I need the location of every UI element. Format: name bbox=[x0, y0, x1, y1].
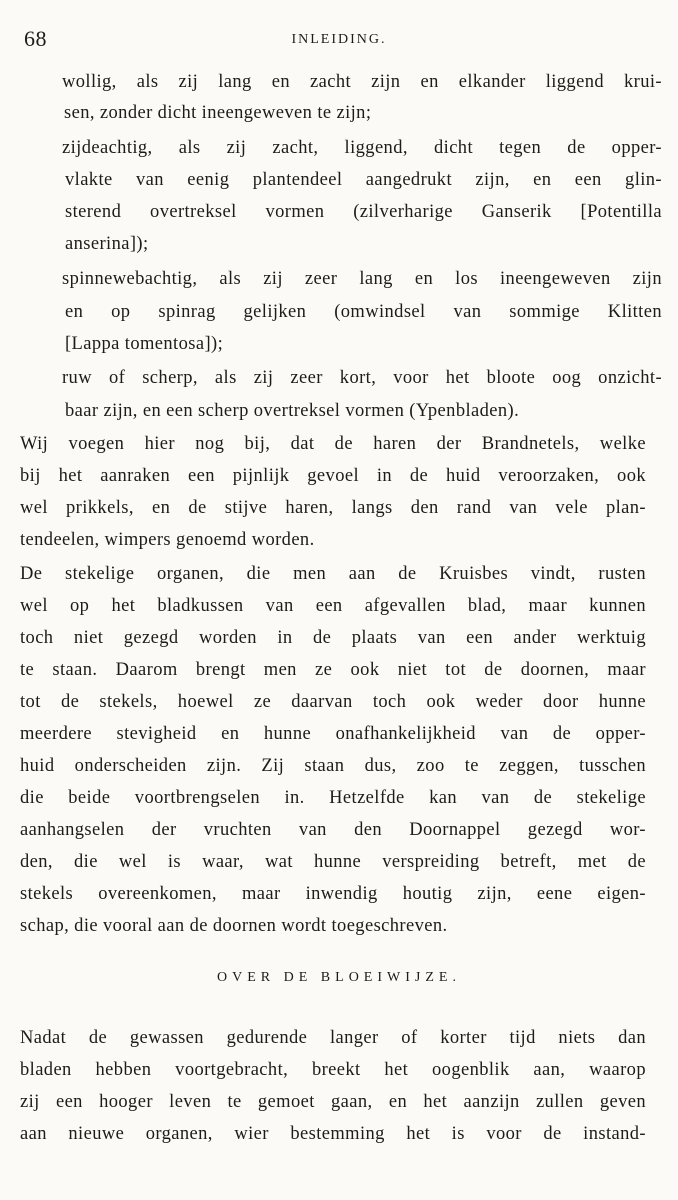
text-line: Wij voegen hier nog bij, dat de haren der Brandnetels, welke bbox=[20, 434, 646, 454]
running-head: INLEIDING. bbox=[291, 32, 387, 47]
text-line: te staan. Daarom brengt men ze ook niet tot de doornen, maar bbox=[20, 660, 646, 680]
text-line: sterend overtreksel vormen (zilverharige Ganserik [Potentilla bbox=[65, 202, 662, 222]
text-line: tendeelen, wimpers genoemd worden. bbox=[20, 530, 315, 550]
text-line: [Lappa tomentosa]); bbox=[65, 334, 224, 354]
text-line: meerdere stevigheid en hunne onafhankelijkheid van de opper- bbox=[20, 724, 646, 744]
text-line: Nadat de gewassen gedurende langer of korter tijd niets dan bbox=[20, 1028, 646, 1048]
text-line: sen, zonder dicht ineengeweven te zijn; bbox=[64, 103, 372, 123]
text-line: zijdeachtig, als zij zacht, liggend, dicht tegen de opper- bbox=[62, 138, 662, 158]
text-line: die beide voortbrengselen in. Hetzelfde kan van de stekelige bbox=[20, 788, 646, 808]
text-line: anserina]); bbox=[65, 234, 149, 254]
text-line: schap, die vooral aan de doornen wordt toegeschreven. bbox=[20, 916, 448, 936]
text-line: wollig, als zij lang en zacht zijn en elkander liggend krui- bbox=[62, 72, 662, 92]
text-line: aan nieuwe organen, wier bestemming het is voor de instand- bbox=[20, 1124, 646, 1144]
section-heading: OVER DE BLOEIWIJZE. bbox=[217, 970, 461, 985]
text-line: vlakte van eenig plantendeel aangedrukt zijn, en een glin- bbox=[65, 170, 662, 190]
text-line: aanhangselen der vruchten van den Doornappel gezegd wor- bbox=[20, 820, 646, 840]
page-header bbox=[18, 18, 660, 58]
text-line: stekels overeenkomen, maar inwendig houtig zijn, eene eigen- bbox=[20, 884, 646, 904]
text-line: huid onderscheiden zijn. Zij staan dus, zoo te zeggen, tusschen bbox=[20, 756, 646, 776]
text-line: zij een hooger leven te gemoet gaan, en het aanzijn zullen geven bbox=[20, 1092, 646, 1112]
text-line: toch niet gezegd worden in de plaats van een ander werktuig bbox=[20, 628, 646, 648]
text-line: tot de stekels, hoewel ze daarvan toch ook weder door hunne bbox=[20, 692, 646, 712]
text-line: spinnewebachtig, als zij zeer lang en los ineengeweven zijn bbox=[62, 269, 662, 289]
text-line: ruw of scherp, als zij zeer kort, voor het bloote oog onzicht- bbox=[62, 368, 662, 388]
text-line: bij het aanraken een pijnlijk gevoel in de huid veroorzaken, ook bbox=[20, 466, 646, 486]
text-line: bladen hebben voortgebracht, breekt het oogenblik aan, waarop bbox=[20, 1060, 646, 1080]
page-number: 68 bbox=[24, 26, 47, 51]
text-line: wel op het bladkussen van een afgevallen blad, maar kunnen bbox=[20, 596, 646, 616]
text-line: en op spinrag gelijken (omwindsel van sommige Klitten bbox=[65, 302, 662, 322]
text-line: baar zijn, en een scherp overtreksel vormen (Ypenbladen). bbox=[65, 401, 520, 421]
text-line: De stekelige organen, die men aan de Kruisbes vindt, rusten bbox=[20, 564, 646, 584]
text-line: den, die wel is waar, wat hunne verspreiding betreft, met de bbox=[20, 852, 646, 872]
text-line: wel prikkels, en de stijve haren, langs den rand van vele plan- bbox=[20, 498, 646, 518]
